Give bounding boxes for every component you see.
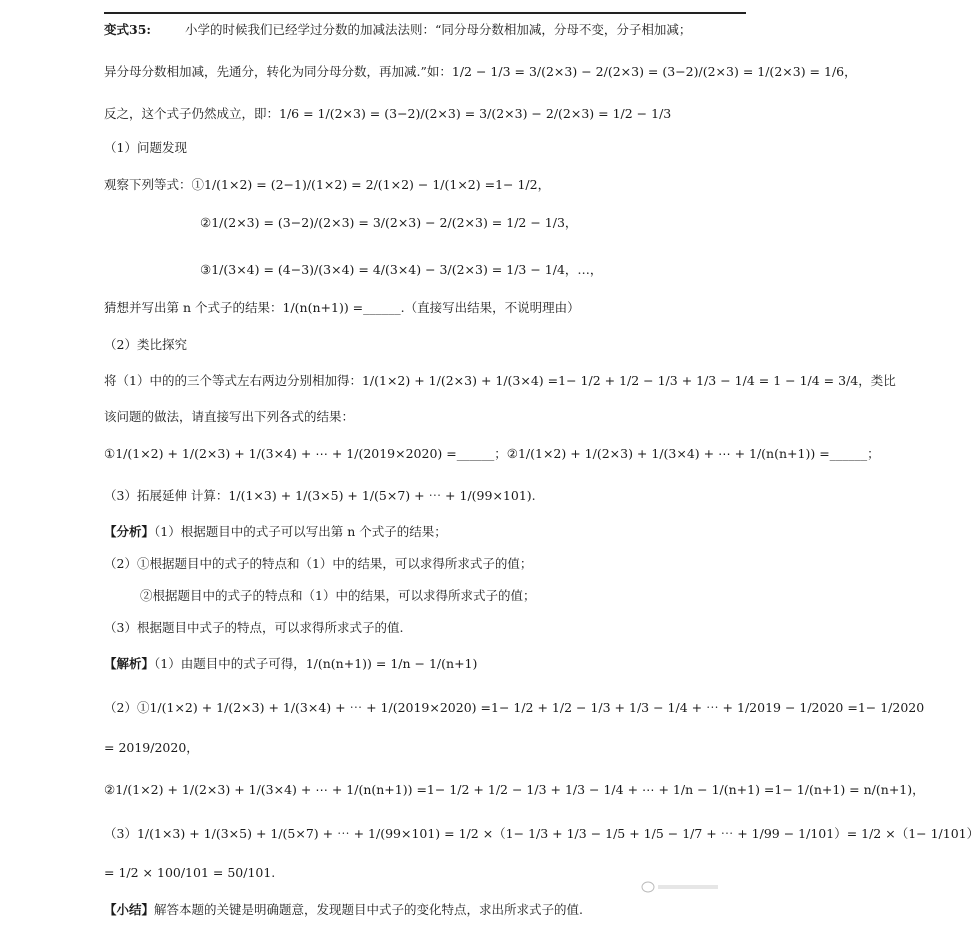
analysis-text-1: （1）根据题目中的式子可以写出第 n 个式子的结果； [154, 524, 447, 539]
watermark-icon [640, 880, 730, 894]
sum-line-2: 该问题的做法，请直接写出下列各式的结果： [104, 409, 355, 424]
guess-line: 猜想并写出第 n 个式子的结果：1/(n(n+1)) =______.（直接写出结果，不说明理由） [104, 300, 580, 315]
analysis-line-2: （2）①根据题目中的式子的特点和（1）中的结果，可以求得所求式子的值； [104, 556, 533, 571]
observe-equation-2: ②1/(2×3) = (3−2)/(2×3) = 3/(2×3) − 2/(2×3) = 1/2 − 1/3， [200, 215, 578, 230]
solution-line-4: ②1/(1×2) + 1/(2×3) + 1/(3×4) + ⋯ + 1/(n(n+1)) =1− 1/2 + 1/2 − 1/3 + 1/3 − 1/4 + ⋯ + 1/n − 1/(n+1) =1− 1/(n+1) = n/(n+1)， [104, 782, 925, 797]
question-1-title: （1）问题发现 [104, 140, 187, 155]
analysis-line-1 [104, 524, 777, 540]
solution-line-1 [104, 656, 777, 672]
observe-equation-1: 观察下列等式：①1/(1×2) = (2−1)/(1×2) = 2/(1×2) − 1/(1×2) =1− 1/2， [104, 177, 551, 192]
problem-label: 变式35: [104, 22, 152, 37]
problem-line-3: 反之，这个式子仍然成立，即：1/6 = 1/(2×3) = (3−2)/(2×3) = 3/(2×3) − 2/(2×3) = 1/2 − 1/3 [104, 106, 672, 121]
analysis-line-3: ②根据题目中的式子的特点和（1）中的结果，可以求得所求式子的值； [140, 588, 536, 603]
solution-text-1: （1）由题目中的式子可得，1/(n(n+1)) = 1/n − 1/(n+1) [154, 656, 478, 671]
problem-line-2: 异分母分数相加减，先通分，转化为同分母分数，再加减.”如：1/2 − 1/3 = 3/(2×3) − 2/(2×3) = (3−2)/(2×3) = 1/(2×3) = 1/6， [104, 64, 857, 79]
sum-line: 将（1）中的的三个等式左右两边分别相加得：1/(1×2) + 1/(2×3) + 1/(3×4) =1− 1/2 + 1/2 − 1/3 + 1/3 − 1/4 = 1 − 1/4 = 3/4，类比 [104, 373, 896, 388]
summary-line [104, 902, 777, 918]
task-line: ①1/(1×2) + 1/(2×3) + 1/(3×4) + ⋯ + 1/(2019×2020) =______；②1/(1×2) + 1/(2×3) + 1/(3×4) + ⋯ + 1/(n(n+1)) =______； [104, 446, 880, 461]
solution-line-2: （2）①1/(1×2) + 1/(2×3) + 1/(3×4) + ⋯ + 1/(2019×2020) =1− 1/2 + 1/2 − 1/3 + 1/3 − 1/4 + ⋯ + 1/2019 − 1/2020 =1− 1/2020 [104, 700, 925, 715]
solution-label: 【解析】 [104, 656, 155, 671]
problem-line-1 [104, 22, 777, 38]
solution-line-3: = 2019/2020， [104, 740, 199, 755]
question-3-line: （3）拓展延伸 计算：1/(1×3) + 1/(3×5) + 1/(5×7) + ⋯ + 1/(99×101). [104, 488, 536, 503]
top-rule [104, 12, 746, 14]
problem-text-1: 小学的时候我们已经学过分数的加减法法则：“同分母分数相加减，分母不变，分子相加减； [185, 22, 692, 37]
summary-label: 【小结】 [104, 902, 155, 917]
solution-line-6: = 1/2 × 100/101 = 50/101. [104, 865, 276, 880]
analysis-line-4: （3）根据题目中式子的特点，可以求得所求式子的值. [104, 620, 404, 635]
question-2-title: （2）类比探究 [104, 337, 187, 352]
analysis-label: 【分析】 [104, 524, 155, 539]
observe-equation-3: ③1/(3×4) = (4−3)/(3×4) = 4/(3×4) − 3/(2×3) = 1/3 − 1/4，…， [200, 262, 603, 277]
summary-text: 解答本题的关键是明确题意，发现题目中式子的变化特点，求出所求式子的值. [154, 902, 583, 917]
solution-line-5: （3）1/(1×3) + 1/(3×5) + 1/(5×7) + ⋯ + 1/(99×101) = 1/2 ×（1− 1/3 + 1/3 − 1/5 + 1/5 − 1/7 + ⋯ + 1/99 − 1/101）= 1/2 ×（1− 1/101） [104, 826, 979, 841]
